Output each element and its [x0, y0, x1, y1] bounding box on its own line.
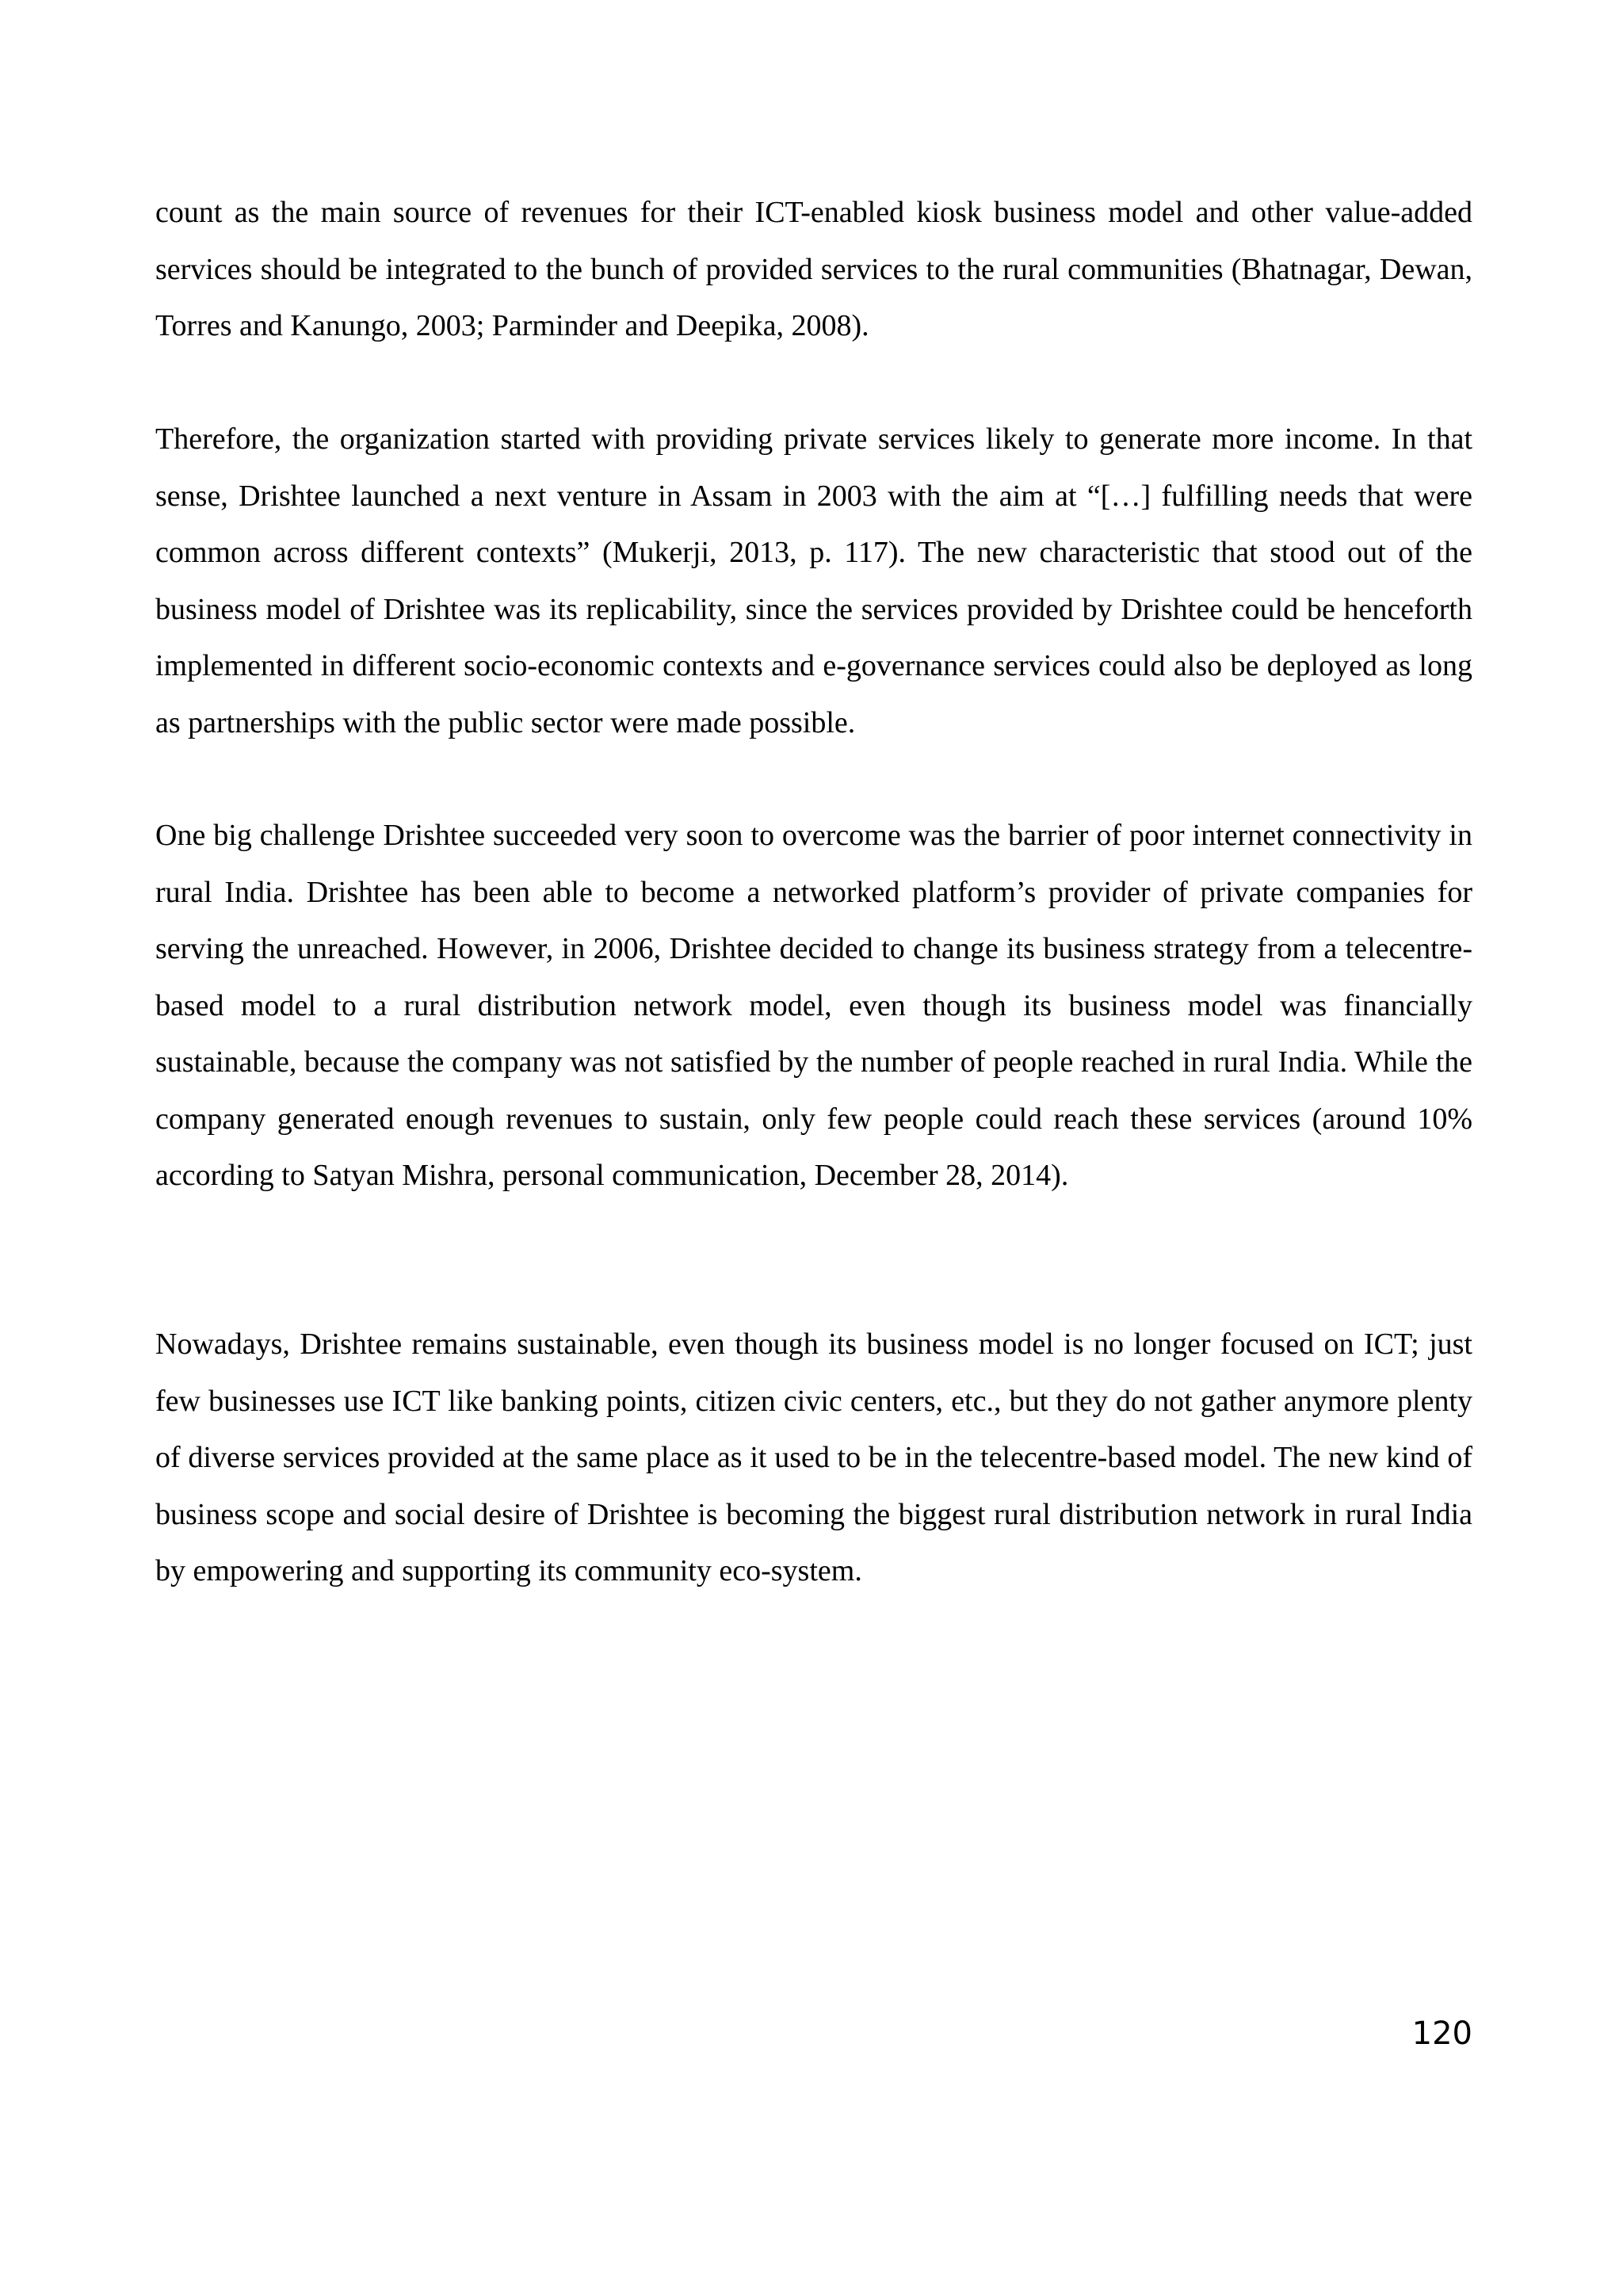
paragraph-3 [155, 808, 1472, 1205]
page-number: 120 [1411, 2015, 1472, 2052]
paragraph-1 [155, 185, 1472, 355]
paragraph-text: count as the main source of revenues for their ICT-enabled kiosk business model and other value-added services should be integrated to the bunch of provided services to the rural communities (Bhatnagar, Dewan, Torres and Kanungo, 2003; Parminder and Deepika, 2008). [155, 196, 1472, 342]
paragraph-2 [155, 411, 1472, 751]
paragraph-4 [155, 1316, 1472, 1600]
paragraph-text: Therefore, the organization started with providing private services likely to generate more income. In that sense, Drishtee launched a next venture in Assam in 2003 with the aim at “[…] fulfilling needs that were common across different contexts” (Mukerji, 2013, p. 117). The new characteristic that stood out of the business model of Drishtee was its replicability, since the services provided by Drishtee could be henceforth implemented in different socio-economic contexts and e-governance services could also be deployed as long as partnerships with the public sector were made possible. [155, 422, 1472, 739]
paragraph-text: Nowadays, Drishtee remains sustainable, even though its business model is no longer focused on ICT; just few businesses use ICT like banking points, citizen civic centers, etc., but they do not gather anymore plenty of diverse services provided at the same place as it used to be in the telecentre-based model. The new kind of business scope and social desire of Drishtee is becoming the biggest rural distribution network in rural India by empowering and supporting its community eco-system. [155, 1328, 1472, 1587]
paragraph-text: One big challenge Drishtee succeeded very soon to overcome was the barrier of poor internet connectivity in rural India. Drishtee has been able to become a networked platform’s provider of private companies for serving the unreached. However, in 2006, Drishtee decided to change its business strategy from a telecentre-based model to a rural distribution network model, even though its business model was financially sustainable, because the company was not satisfied by the number of people reached in rural India. While the company generated enough revenues to sustain, only few people could reach these services (around 10% according to Satyan Mishra, personal communication, December 28, 2014). [155, 819, 1472, 1192]
